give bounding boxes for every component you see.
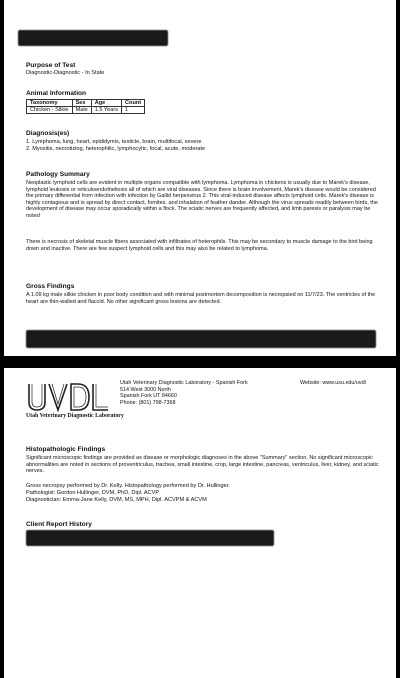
column-header: Taxonomy	[27, 100, 73, 107]
redacted-client-history-table	[26, 530, 274, 546]
lab-website: Website: www.usu.edu/uvdl	[300, 380, 366, 386]
lab-phone: Phone: (801) 798-7368	[120, 399, 176, 406]
histopathologic-findings-text: Significant microscopic findings are provided as disease or morphologic diagnoses in the above "Summary" section. No significant microscopic abnormalities are noted in sections of proventriculus, trachea, small intestine, crop, large intestine, pancreas, ventriculus, liver, kidney, and sciatic nerves.	[26, 455, 379, 474]
lab-address	[120, 380, 248, 406]
pathology-summary-paragraph: Neoplastic lymphoid cells are evident in multiple organs compatible with lymphoma. Lymphoma in chickens is usually due to Marek's disease, lymphoid leukosis or reticuloendotheliosis all of which are viral diseases. Since there is brain involvement, Marek's disease would be considered the primary differential from infection with infection by Gallid herpesvirus 2. This viral-induced disease affects lymphoid cells. Marek's disease is highly contagious and is spread by direct contact, fomites, and inhalation of feather dander. Although the virus spreads readily between birds, the development of disease may occur sporadically within a flock. The sciatic nerves are frequently affected, and limb paresis or paralysis may be noted	[26, 180, 378, 219]
lab-city: Spanish Fork UT 84660	[120, 393, 177, 399]
redacted-footer-block	[26, 330, 376, 348]
report-page-2	[4, 368, 396, 678]
table-cell: 1	[122, 107, 145, 114]
credit-line: Gross necropsy performed by Dr. Kelly. Histopathology performed by Dr. Hullinger.	[26, 483, 230, 489]
animal-info-table	[26, 99, 145, 114]
report-page-1	[4, 0, 396, 356]
gross-findings-text: A 1.09 kg male silkie chicken in poor body condition and with minimal postmortem decomposition is necropsied on 11/7/23. The ventricles of the heart are thin-walled and flaccid. No other significant gross lesions are detected.	[26, 292, 376, 305]
animal-info-heading: Animal Information	[26, 90, 87, 97]
purpose-heading: Purpose of Test	[26, 62, 76, 69]
column-header: Sex	[72, 100, 91, 107]
credit-line: Diagnostician: Emma-Jane Kelly, DVM, MS, MPH, Dipl. ACVPM & ACVM	[26, 497, 207, 503]
diagnosis-item: 2. Myositis, necrotizing, heterophilic, lymphocytic, focal, acute, moderate	[26, 146, 206, 152]
pathology-summary-paragraph-2: There is necrosis of skeletal muscle fibers associated with infiltrates of heterophils. This may be secondary to muscle damage to the bird being down and inactive. There are few suspect lymphoid cells and this may also be related to lymphoma.	[26, 239, 373, 252]
credit-line: Pathologist: Gordon Hullinger, DVM, PhD, Dipl. ACVP	[26, 490, 160, 496]
histopathologic-findings-heading: Histopathologic Findings	[26, 446, 106, 453]
purpose-value: Diagnostic-Diagnostic - In State	[26, 70, 105, 76]
logo-caption: Utah Veterinary Diagnostic Laboratory	[26, 413, 124, 419]
redacted-header-block	[18, 30, 168, 46]
uvdl-logo	[26, 380, 122, 422]
table-row	[27, 107, 145, 114]
column-header: Age	[91, 100, 121, 107]
lab-street: 514 West 3000 North	[120, 386, 171, 393]
column-header: Count	[122, 100, 145, 107]
diagnosis-item: 1. Lymphoma, lung, heart, epididymis, testicle, brain, multifocal, severe	[26, 139, 202, 145]
table-header-row	[27, 100, 145, 107]
table-cell: Male	[72, 107, 91, 114]
lab-name: Utah Veterinary Diagnostic Laboratory - Spanish Fork	[120, 380, 248, 386]
pathology-summary-heading: Pathology Summary	[26, 171, 90, 178]
gross-findings-heading: Gross Findings	[26, 283, 75, 290]
diagnoses-heading: Diagnosis(es)	[26, 130, 70, 137]
table-cell: Chicken - Silkie	[27, 107, 73, 114]
client-report-history-heading: Client Report History	[26, 521, 92, 528]
table-cell: 1.5 Years	[91, 107, 121, 114]
